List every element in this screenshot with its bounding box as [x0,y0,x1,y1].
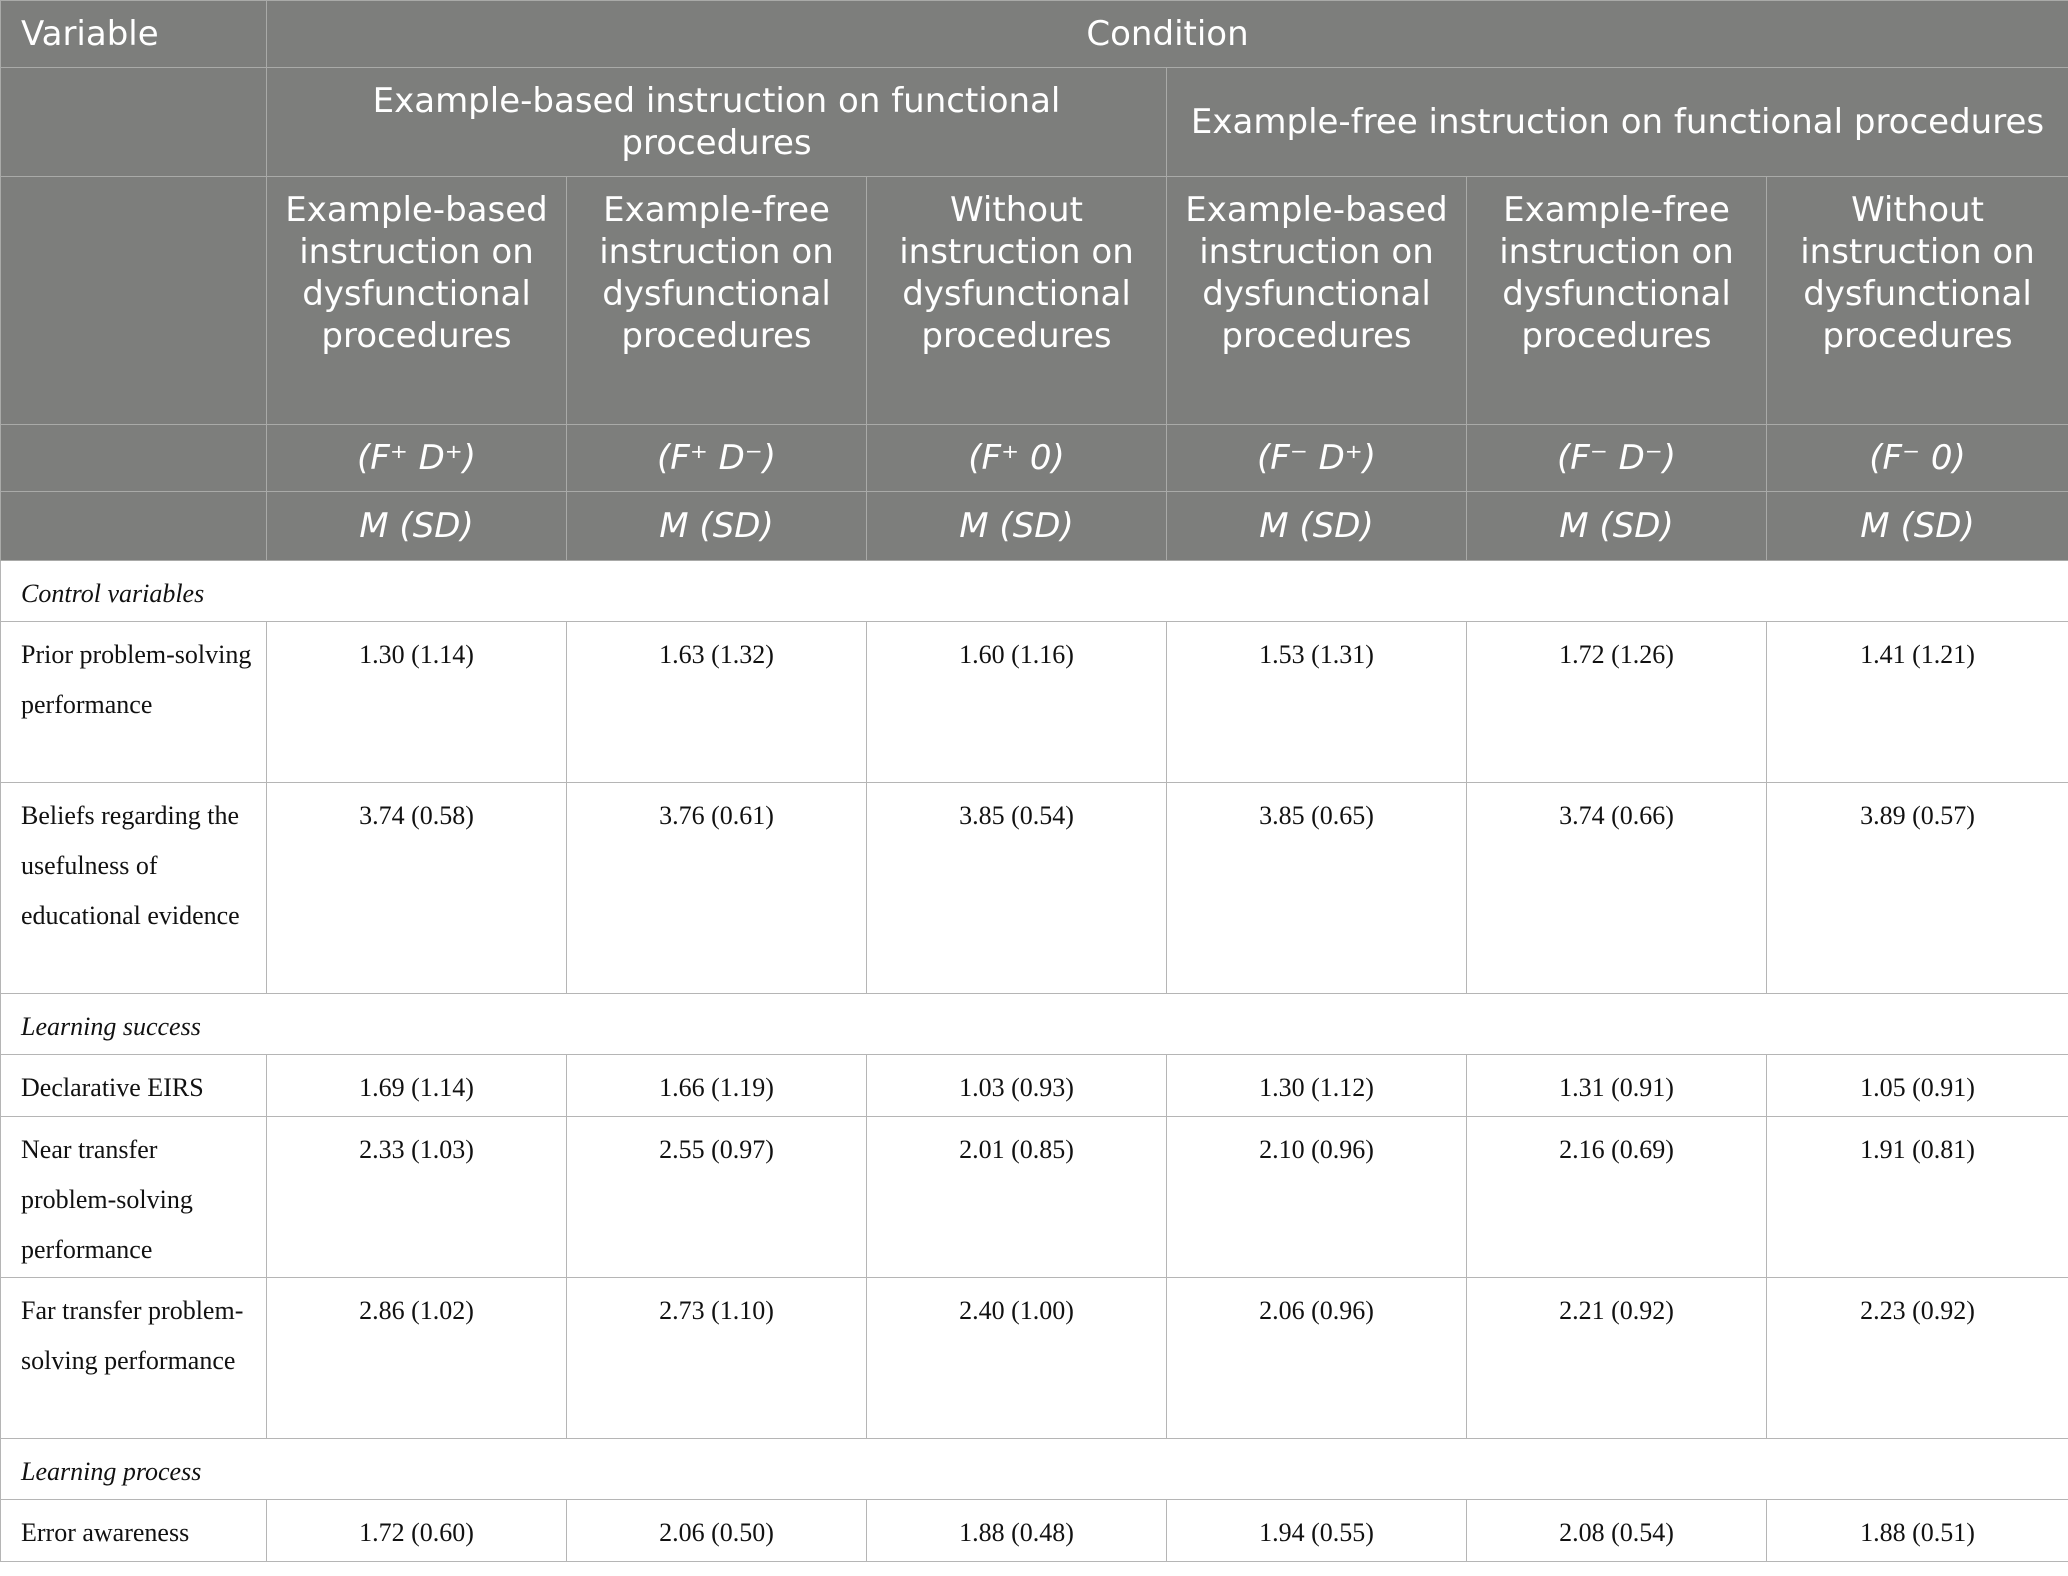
subgroup-header: Example-based instruction on dysfunctional procedures [1167,177,1467,425]
condition-code: (F⁺ D⁺) [267,425,567,492]
cell-value: 1.69 (1.14) [267,1055,567,1117]
table-row [1,1278,2068,1439]
condition-header: Condition [267,1,2068,68]
cell-value: 1.41 (1.21) [1767,622,2068,783]
cell-value: 2.86 (1.02) [267,1278,567,1439]
section-row [1,561,2068,622]
cell-value: 1.60 (1.16) [867,622,1167,783]
cell-value: 2.01 (0.85) [867,1117,1167,1278]
stat-label: M (SD) [567,492,867,561]
cell-value: 1.30 (1.12) [1167,1055,1467,1117]
blank-header-cell [1,177,267,425]
cell-value: 2.40 (1.00) [867,1278,1167,1439]
subgroup-header: Without instruction on dysfunctional procedures [867,177,1167,425]
group-header-functional-example-free: Example-free instruction on functional procedures [1167,68,2068,177]
table-row [1,783,2068,994]
cell-value: 1.03 (0.93) [867,1055,1167,1117]
cell-value: 2.55 (0.97) [567,1117,867,1278]
cell-value: 2.33 (1.03) [267,1117,567,1278]
stat-label: M (SD) [267,492,567,561]
table-body [1,561,2068,1562]
cell-value: 2.10 (0.96) [1167,1117,1467,1278]
condition-code: (F⁺ D⁻) [567,425,867,492]
stat-label: M (SD) [1767,492,2068,561]
section-title: Learning success [1,994,2068,1055]
section-row [1,1439,2068,1500]
cell-value: 1.72 (0.60) [267,1500,567,1562]
subgroup-header: Example-based instruction on dysfunctional procedures [267,177,567,425]
subgroup-header: Without instruction on dysfunctional procedures [1767,177,2068,425]
cell-value: 2.16 (0.69) [1467,1117,1767,1278]
row-label: Near transfer problem-solving performance [1,1117,267,1278]
stat-label: M (SD) [1467,492,1767,561]
row-label: Far transfer problem-solving performance [1,1278,267,1439]
cell-value: 3.74 (0.66) [1467,783,1767,994]
cell-value: 2.21 (0.92) [1467,1278,1767,1439]
section-title: Learning process [1,1439,2068,1500]
row-label: Beliefs regarding the usefulness of educational evidence [1,783,267,994]
section-title: Control variables [1,561,2068,622]
blank-header-cell [1,68,267,177]
cell-value: 3.89 (0.57) [1767,783,2068,994]
cell-value: 1.30 (1.14) [267,622,567,783]
cell-value: 1.72 (1.26) [1467,622,1767,783]
cell-value: 1.63 (1.32) [567,622,867,783]
row-label: Error awareness [1,1500,267,1562]
cell-value: 3.76 (0.61) [567,783,867,994]
table-row [1,622,2068,783]
table-row [1,1117,2068,1278]
cell-value: 3.74 (0.58) [267,783,567,994]
cell-value: 2.08 (0.54) [1467,1500,1767,1562]
cell-value: 1.66 (1.19) [567,1055,867,1117]
cell-value: 3.85 (0.65) [1167,783,1467,994]
cell-value: 1.88 (0.48) [867,1500,1167,1562]
cell-value: 1.31 (0.91) [1467,1055,1767,1117]
table-row [1,1500,2068,1562]
section-row [1,994,2068,1055]
condition-code: (F⁻ D⁺) [1167,425,1467,492]
cell-value: 2.06 (0.50) [567,1500,867,1562]
condition-code: (F⁻ D⁻) [1467,425,1767,492]
variable-header: Variable [1,1,267,68]
row-label: Declarative EIRS [1,1055,267,1117]
row-label: Prior problem-solving performance [1,622,267,783]
cell-value: 1.91 (0.81) [1767,1117,2068,1278]
group-header-functional-example-based: Example-based instruction on functional procedures [267,68,1167,177]
cell-value: 2.23 (0.92) [1767,1278,2068,1439]
stat-label: M (SD) [1167,492,1467,561]
cell-value: 3.85 (0.54) [867,783,1167,994]
cell-value: 1.88 (0.51) [1767,1500,2068,1562]
condition-code: (F⁺ 0) [867,425,1167,492]
table-row [1,1055,2068,1117]
table-header [1,1,2068,561]
cell-value: 1.53 (1.31) [1167,622,1467,783]
blank-header-cell [1,492,267,561]
subgroup-header: Example-free instruction on dysfunctional procedures [567,177,867,425]
subgroup-header: Example-free instruction on dysfunctional procedures [1467,177,1767,425]
blank-header-cell [1,425,267,492]
cell-value: 1.05 (0.91) [1767,1055,2068,1117]
condition-code: (F⁻ 0) [1767,425,2068,492]
stat-label: M (SD) [867,492,1167,561]
cell-value: 2.73 (1.10) [567,1278,867,1439]
cell-value: 2.06 (0.96) [1167,1278,1467,1439]
cell-value: 1.94 (0.55) [1167,1500,1467,1562]
